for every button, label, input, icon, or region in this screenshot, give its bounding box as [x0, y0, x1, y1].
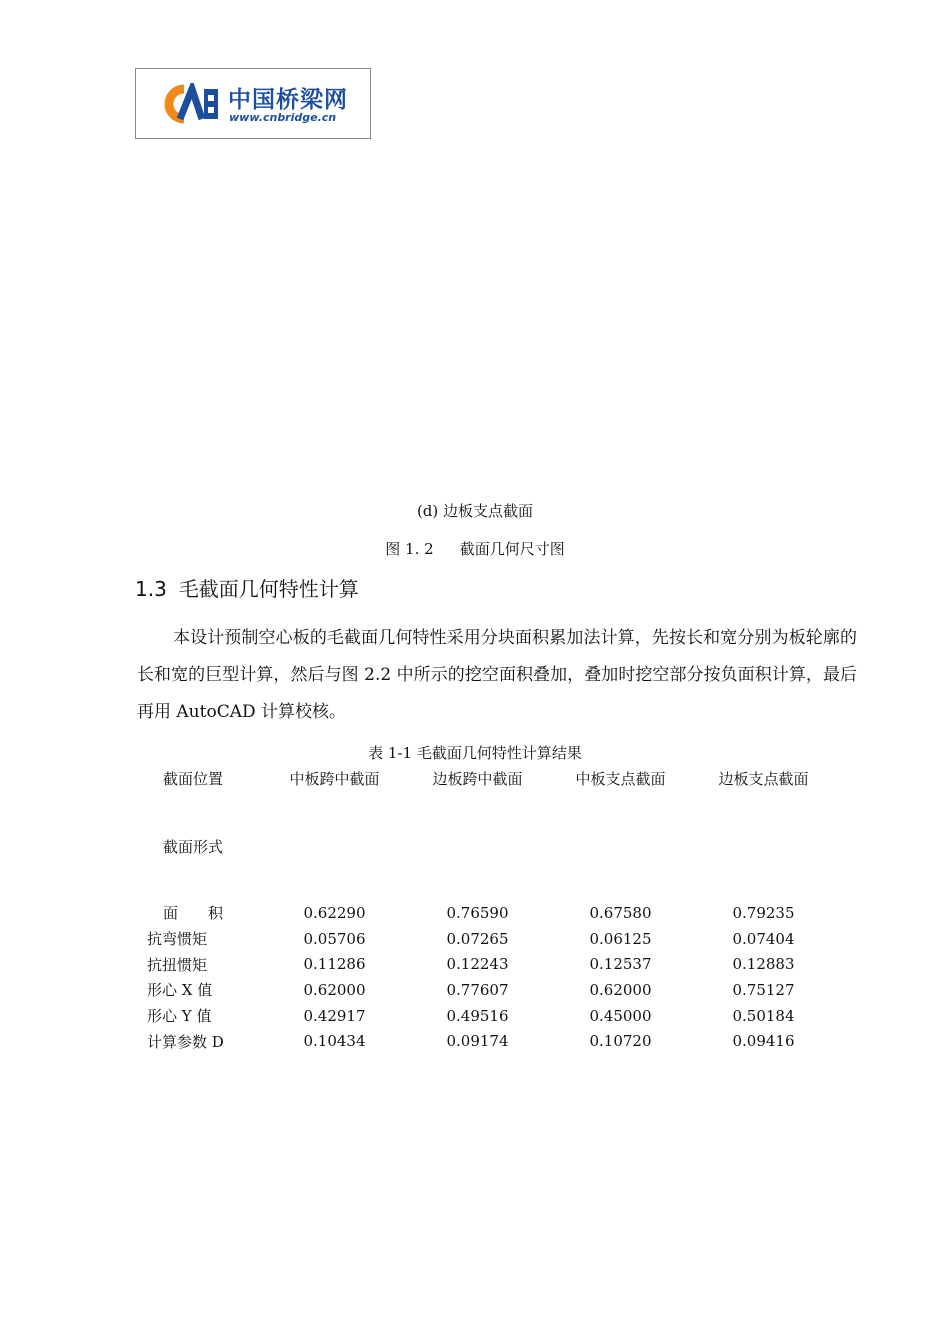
value-cell: 0.79235	[732, 903, 795, 922]
value-cell: 0.11286	[303, 955, 366, 974]
section-properties-table	[135, 764, 835, 1054]
figure-drawing-area	[135, 150, 855, 490]
shape-cell	[692, 792, 835, 900]
value-cell: 0.05706	[303, 929, 366, 948]
table-header-row	[135, 764, 835, 792]
table-row	[135, 1028, 835, 1054]
table-header-cell: 中板支点截面	[575, 769, 666, 788]
shape-cell	[263, 792, 406, 900]
value-cell: 0.76590	[446, 903, 509, 922]
value-cell: 0.62000	[303, 980, 366, 999]
logo-name: 中国桥梁网	[228, 87, 348, 113]
shape-cell	[549, 792, 692, 900]
row-label: 面 积	[163, 904, 224, 923]
value-cell: 0.45000	[589, 1006, 652, 1025]
value-cell: 0.12883	[732, 955, 795, 974]
logo-url: www.cnbridge.cn	[229, 111, 337, 124]
section-heading	[135, 573, 359, 602]
body-paragraph: 本设计预制空心板的毛截面几何特性采用分块面积累加法计算，先按长和宽分别为板轮廓的长和宽的巨型计算，然后与图 2.2 中所示的挖空面积叠加，叠加时挖空部分按负面积计算，最后再用 AutoCAD 计算校核。	[137, 628, 857, 722]
row-label: 计算参数 D	[147, 1032, 224, 1051]
value-cell: 0.09416	[732, 1032, 795, 1051]
value-cell: 0.50184	[732, 1006, 795, 1025]
table-header-cell: 边板跨中截面	[432, 769, 523, 788]
value-cell: 0.62290	[303, 903, 366, 922]
value-cell: 0.06125	[589, 929, 652, 948]
figure-caption-text: 截面几何尺寸图	[459, 540, 565, 558]
row-label: 抗扭惯矩	[147, 955, 208, 974]
value-cell: 0.67580	[589, 903, 652, 922]
table-row	[135, 926, 835, 952]
site-logo[interactable]	[135, 68, 371, 139]
table-header-cell: 边板支点截面	[718, 769, 809, 788]
value-cell: 0.09174	[446, 1032, 509, 1051]
value-cell: 0.10434	[303, 1032, 366, 1051]
table-header-cell: 截面位置	[163, 769, 224, 788]
value-cell: 0.75127	[732, 980, 795, 999]
row-label: 形心 X 值	[147, 981, 213, 1000]
value-cell: 0.62000	[589, 980, 652, 999]
section-title: 毛截面几何特性计算	[178, 577, 359, 601]
table-row-shape	[135, 792, 835, 900]
row-label: 形心 Y 值	[147, 1007, 212, 1026]
value-cell: 0.07265	[446, 929, 509, 948]
value-cell: 0.12537	[589, 955, 652, 974]
figure-sub-caption: (d) 边板支点截面	[416, 502, 534, 520]
row-label: 截面形式	[163, 837, 224, 856]
section-number: 1.3	[135, 577, 167, 601]
value-cell: 0.12243	[446, 955, 509, 974]
table-row	[135, 1003, 835, 1029]
value-cell: 0.10720	[589, 1032, 652, 1051]
row-label: 抗弯惯矩	[147, 930, 208, 949]
cnbridge-logo-icon	[162, 83, 222, 125]
value-cell: 0.07404	[732, 929, 795, 948]
value-cell: 0.77607	[446, 980, 509, 999]
figure-caption	[0, 538, 950, 559]
table-row	[135, 900, 835, 926]
value-cell: 0.42917	[303, 1006, 366, 1025]
figure-caption-number: 图 1. 2	[385, 540, 434, 558]
value-cell: 0.49516	[446, 1006, 509, 1025]
table-caption: 表 1-1 毛截面几何特性计算结果	[368, 744, 582, 762]
shape-cell	[406, 792, 549, 900]
table-row	[135, 977, 835, 1003]
table-row	[135, 951, 835, 977]
table-header-cell: 中板跨中截面	[289, 769, 380, 788]
